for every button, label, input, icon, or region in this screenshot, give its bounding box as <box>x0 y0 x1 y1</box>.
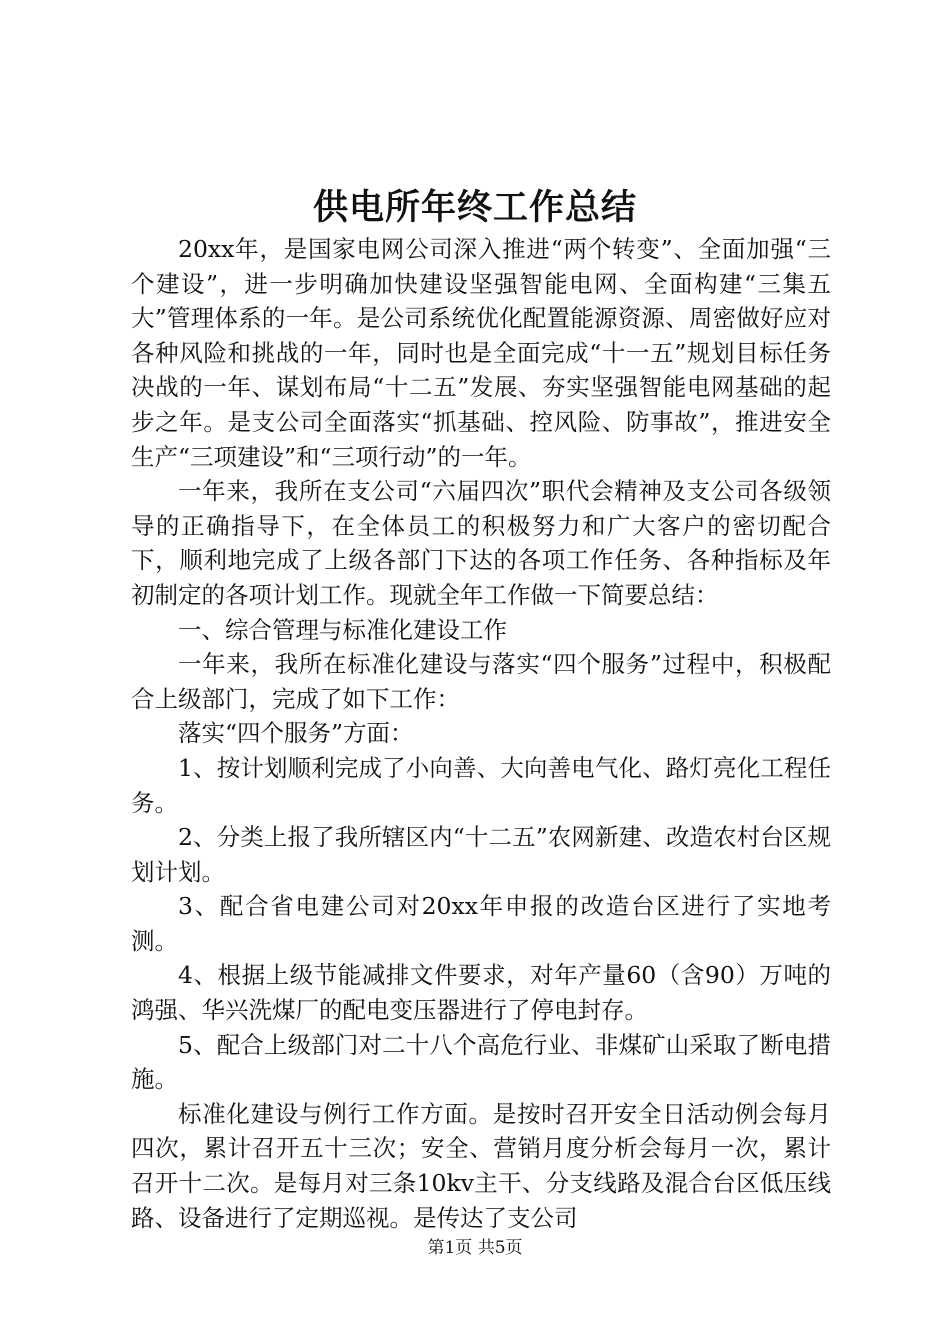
list-item: 4、根据上级节能减排文件要求，对年产量60（含90）万吨的鸿强、华兴洗煤厂的配电变压器进行了停电封存。 <box>131 961 831 1025</box>
section-heading: 一、综合管理与标准化建设工作 <box>178 615 507 644</box>
paragraph-overview: 一年来，我所在支公司“六届四次”职代会精神及支公司各级领导的正确指导下，在全体员工的积极努力和广大客户的密切配合下，顺利地完成了上级各部门下达的各项工作任务、各种指标及年初制定的各项计划工作。现就全年工作做一下简要总结： <box>131 477 831 609</box>
document-title: 供电所年终工作总结 <box>312 187 637 228</box>
list-item: 2、分类上报了我所辖区内“十二五”农网新建、改造农村台区规划计划。 <box>131 823 831 886</box>
paragraph-standardization: 标准化建设与例行工作方面。是按时召开安全日活动例会每月四次，累计召开五十三次；安全、营销月度分析会每月一次，累计召开十二次。是每月对三条10kv主干、分支线路及混合台区低压线路、设备进行了定期巡视。是传达了支公司 <box>131 1099 831 1232</box>
document-body <box>131 232 831 1235</box>
page-number: 第1页 共5页 <box>427 1238 523 1258</box>
list-item: 3、配合省电建公司对20xx年申报的改造台区进行了实地考测。 <box>131 892 831 955</box>
list-item: 1、按计划顺利完成了小向善、大向善电气化、路灯亮化工程任务。 <box>131 753 831 817</box>
paragraph-intro: 20xx年，是国家电网公司深入推进“两个转变”、全面加强“三个建设”，进一步明确加快建设坚强智能电网、全面构建“三集五大”管理体系的一年。是公司系统优化配置能源资源、周密做好应对各种风险和挑战的一年，同时也是全面完成“十一五”规划目标任务决战的一年、谋划布局“十二五”发展、夯实坚强智能电网基础的起步之年。是支公司全面落实“抓基础、控风险、防事故”，推进安全生产“三项建设”和“三项行动”的一年。 <box>131 235 831 471</box>
list-item: 5、配合上级部门对二十八个高危行业、非煤矿山采取了断电措施。 <box>131 1030 831 1094</box>
paragraph-section-intro: 一年来，我所在标准化建设与落实“四个服务”过程中，积极配合上级部门，完成了如下工作： <box>131 650 831 713</box>
subsection-heading: 落实“四个服务”方面： <box>178 719 414 748</box>
